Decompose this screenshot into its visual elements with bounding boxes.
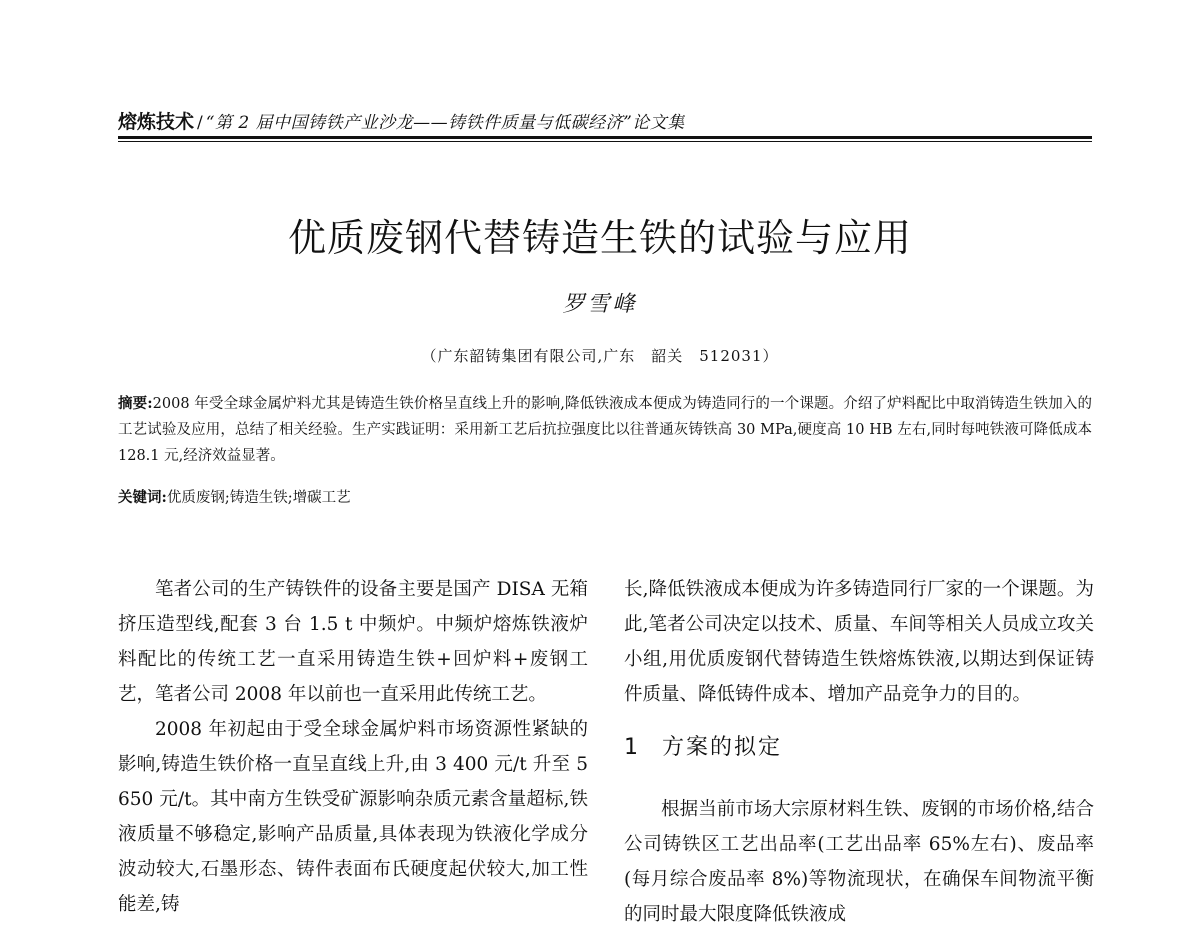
header-series-title: “第 2 届中国铸铁产业沙龙——铸铁件质量与低碳经济”论文集 <box>205 113 685 133</box>
body-paragraph-continued: 长,降低铁液成本便成为许多铸造同行厂家的一个课题。为此,笔者公司决定以技术、质量、车间等相关人员成立攻关小组,用优质废钢代替铸造生铁熔炼铁液,以期达到保证铸件质量、降低铸件成本、增加产品竞争力的目的。 <box>624 579 1094 705</box>
header-section-name: 熔炼技术 <box>118 111 195 133</box>
article-title: 优质废钢代替铸造生铁的试验与应用 <box>287 216 912 260</box>
body-column-right <box>624 572 1094 932</box>
abstract-label: 摘要: <box>118 395 153 412</box>
body-column-left <box>118 572 588 922</box>
body-paragraph: 2008 年初起由于受全球金属炉料市场资源性紧缺的影响,铸造生铁价格一直呈直线上升,由 3 400 元/t 升至 5 650 元/t。其中南方生铁受矿源影响杂质元素含量超标,铁液质量不够稳定,影响产品质量,具体表现为铁液化学成分波动较大,石墨形态、铸件表面布氏硬度起伏较大,加工性能差,铸 <box>118 719 588 915</box>
keywords <box>118 485 1092 511</box>
article-author: 罗雪峰 <box>562 292 638 317</box>
article-affiliation: （广东韶铸集团有限公司,广东 韶关 512031） <box>421 347 779 365</box>
running-header <box>118 108 1092 136</box>
abstract-text: 2008 年受全球金属炉料尤其是铸造生铁价格呈直线上升的影响,降低铁液成本便成为铸造同行的一个课题。介绍了炉料配比中取消铸造生铁加入的工艺试验及应用，总结了相关经验。生产实践证明：采用新工艺后抗拉强度比以往普通灰铸铁高 30 MPa,硬度高 10 HB 左右,同时每吨铁液可降低成本 128.1 元,经济效益显著。 <box>118 396 1092 464</box>
section-heading <box>624 728 1094 768</box>
section-heading-text: 方案的拟定 <box>662 735 783 760</box>
header-separator: / <box>197 113 203 133</box>
header-rule-thick <box>118 136 1092 139</box>
body-paragraph: 笔者公司的生产铸铁件的设备主要是国产 DISA 无箱挤压造型线,配套 3 台 1.5 t 中频炉。中频炉熔炼铁液炉料配比的传统工艺一直采用铸造生铁+回炉料+废钢工艺，笔者公司 2008 年以前也一直采用此传统工艺。 <box>118 579 588 705</box>
keywords-text: 优质废钢;铸造生铁;增碳工艺 <box>166 490 351 506</box>
abstract <box>118 391 1092 469</box>
header-rule-thin <box>118 141 1092 142</box>
keywords-label: 关键词: <box>118 489 167 506</box>
body-paragraph: 根据当前市场大宗原材料生铁、废钢的市场价格,结合公司铸铁区工艺出品率(工艺出品率 65%左右)、废品率(每月综合废品率 8%)等物流现状，在确保车间物流平衡的同时最大限度降低铁液成 <box>624 799 1094 925</box>
section-heading-number: 1 <box>624 735 640 760</box>
